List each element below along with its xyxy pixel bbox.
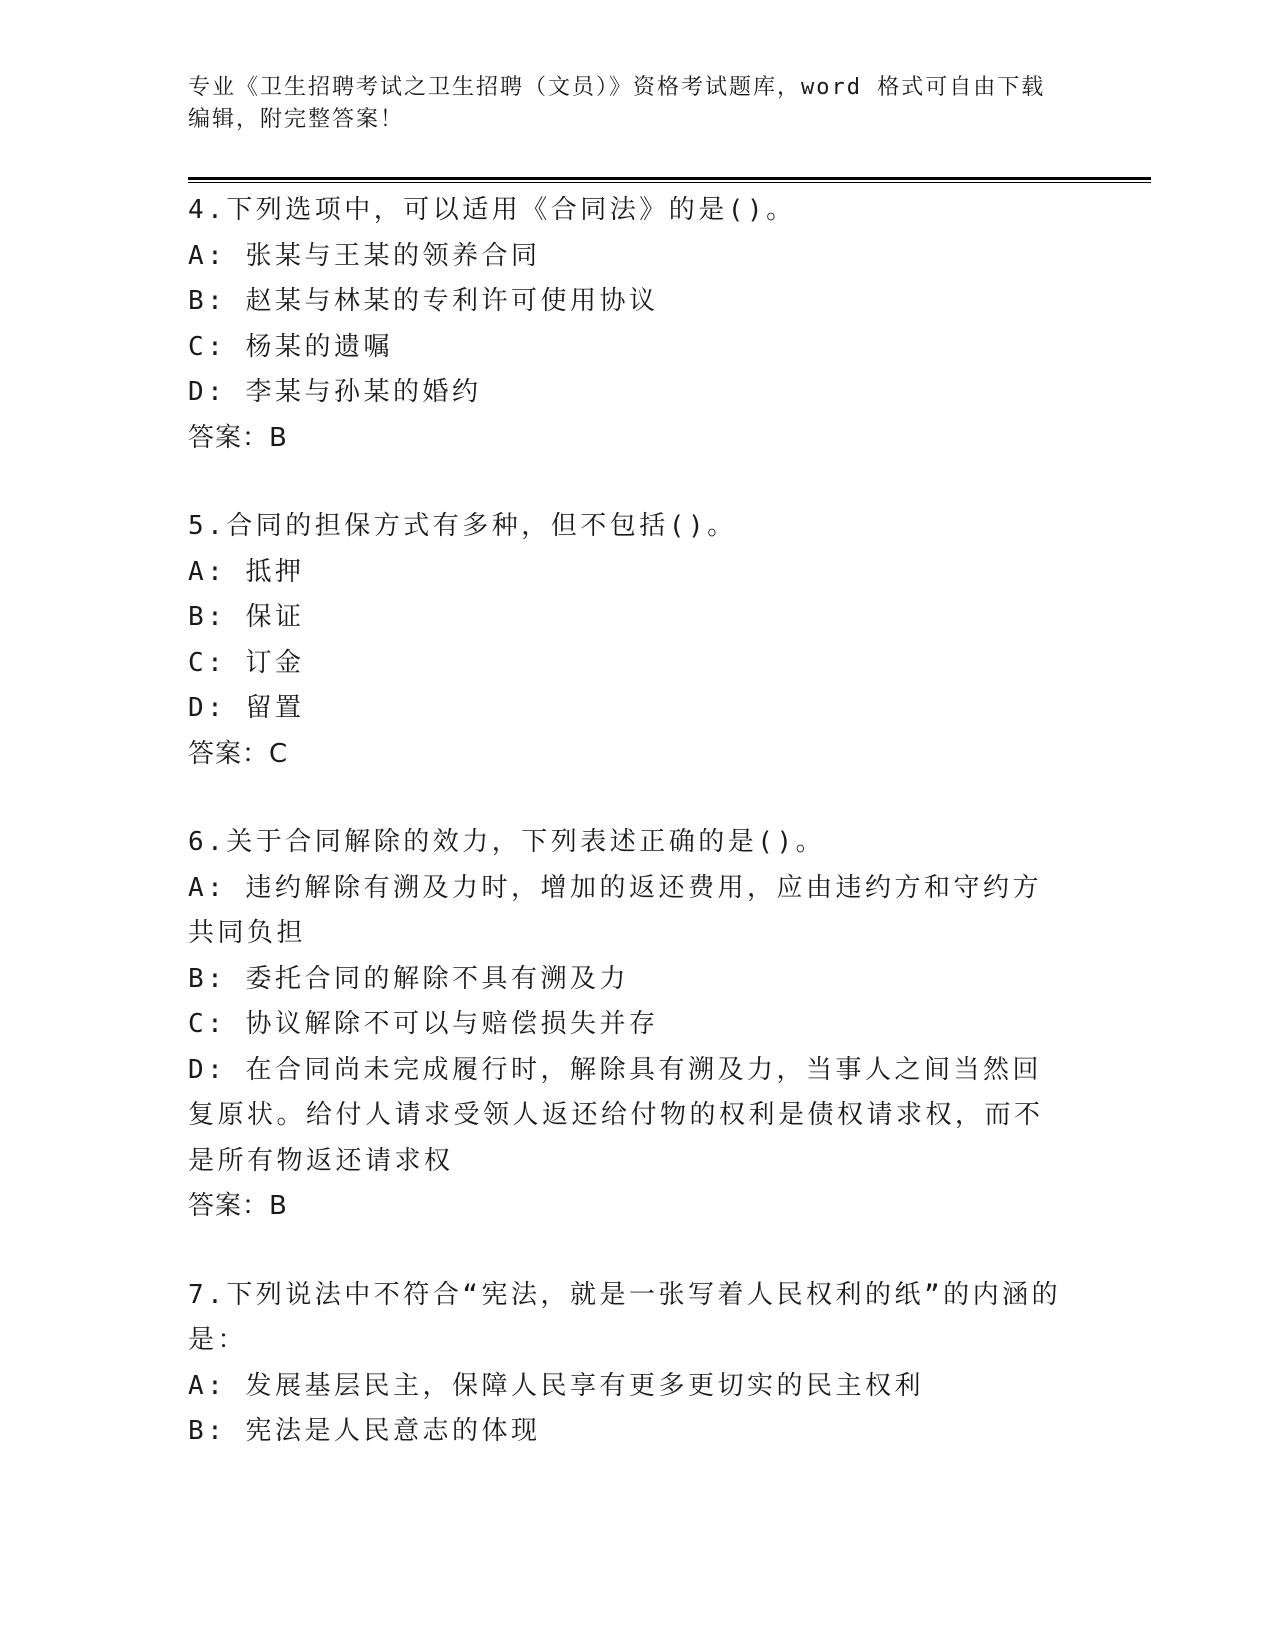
option-d: D: 留置 xyxy=(188,693,305,723)
option-a: A: 抵押 xyxy=(188,556,305,587)
question-5 xyxy=(188,504,1088,777)
question-7 xyxy=(188,1273,1088,1455)
option-c: C: 订金 xyxy=(188,647,305,678)
option-b: B: 赵某与林某的专利许可使用协议 xyxy=(188,286,659,316)
option-a: A: 发展基层民主，保障人民享有更多更切实的民主权利 xyxy=(188,1370,924,1401)
option-c: C: 杨某的遗嘱 xyxy=(188,331,393,362)
option-b: B: 宪法是人民意志的体现 xyxy=(188,1416,541,1446)
option-d: D: 在合同尚未完成履行时，解除具有溯及力，当事人之间当然回复原状。给付人请求受领人返还给付物的权利是债权请求权，而不是所有物返还请求权 xyxy=(188,1054,1044,1176)
option-b: B: 保证 xyxy=(188,602,305,632)
question-list xyxy=(188,188,1088,1498)
question-6 xyxy=(188,820,1088,1230)
answer: 答案：C xyxy=(188,738,289,769)
document-header xyxy=(188,72,1068,136)
header-line-1: 专业《卫生招聘考试之卫生招聘（文员）》资格考试题库，word 格式可自由下载 xyxy=(188,75,1046,100)
option-c: C: 协议解除不可以与赔偿损失并存 xyxy=(188,1009,659,1039)
option-a: A: 张某与王某的领养合同 xyxy=(188,240,541,271)
header-divider-thick xyxy=(188,177,1151,180)
option-a: A: 违约解除有溯及力时，增加的返还费用，应由违约方和守约方共同负担 xyxy=(188,872,1042,948)
header-line-2: 编辑，附完整答案！ xyxy=(188,107,405,132)
answer: 答案：B xyxy=(188,1191,288,1221)
header-divider-thin xyxy=(188,182,1151,183)
answer: 答案：B xyxy=(188,422,288,453)
question-stem: 4.下列选项中，可以适用《合同法》的是()。 xyxy=(188,195,796,225)
question-4 xyxy=(188,188,1088,461)
option-b: B: 委托合同的解除不具有溯及力 xyxy=(188,963,629,994)
option-d: D: 李某与孙某的婚约 xyxy=(188,377,482,407)
question-stem: 6.关于合同解除的效力，下列表述正确的是()。 xyxy=(188,827,826,857)
question-stem: 5.合同的担保方式有多种，但不包括()。 xyxy=(188,511,737,541)
question-stem: 7.下列说法中不符合“宪法，就是一张写着人民权利的纸”的内涵的是： xyxy=(188,1279,1062,1355)
